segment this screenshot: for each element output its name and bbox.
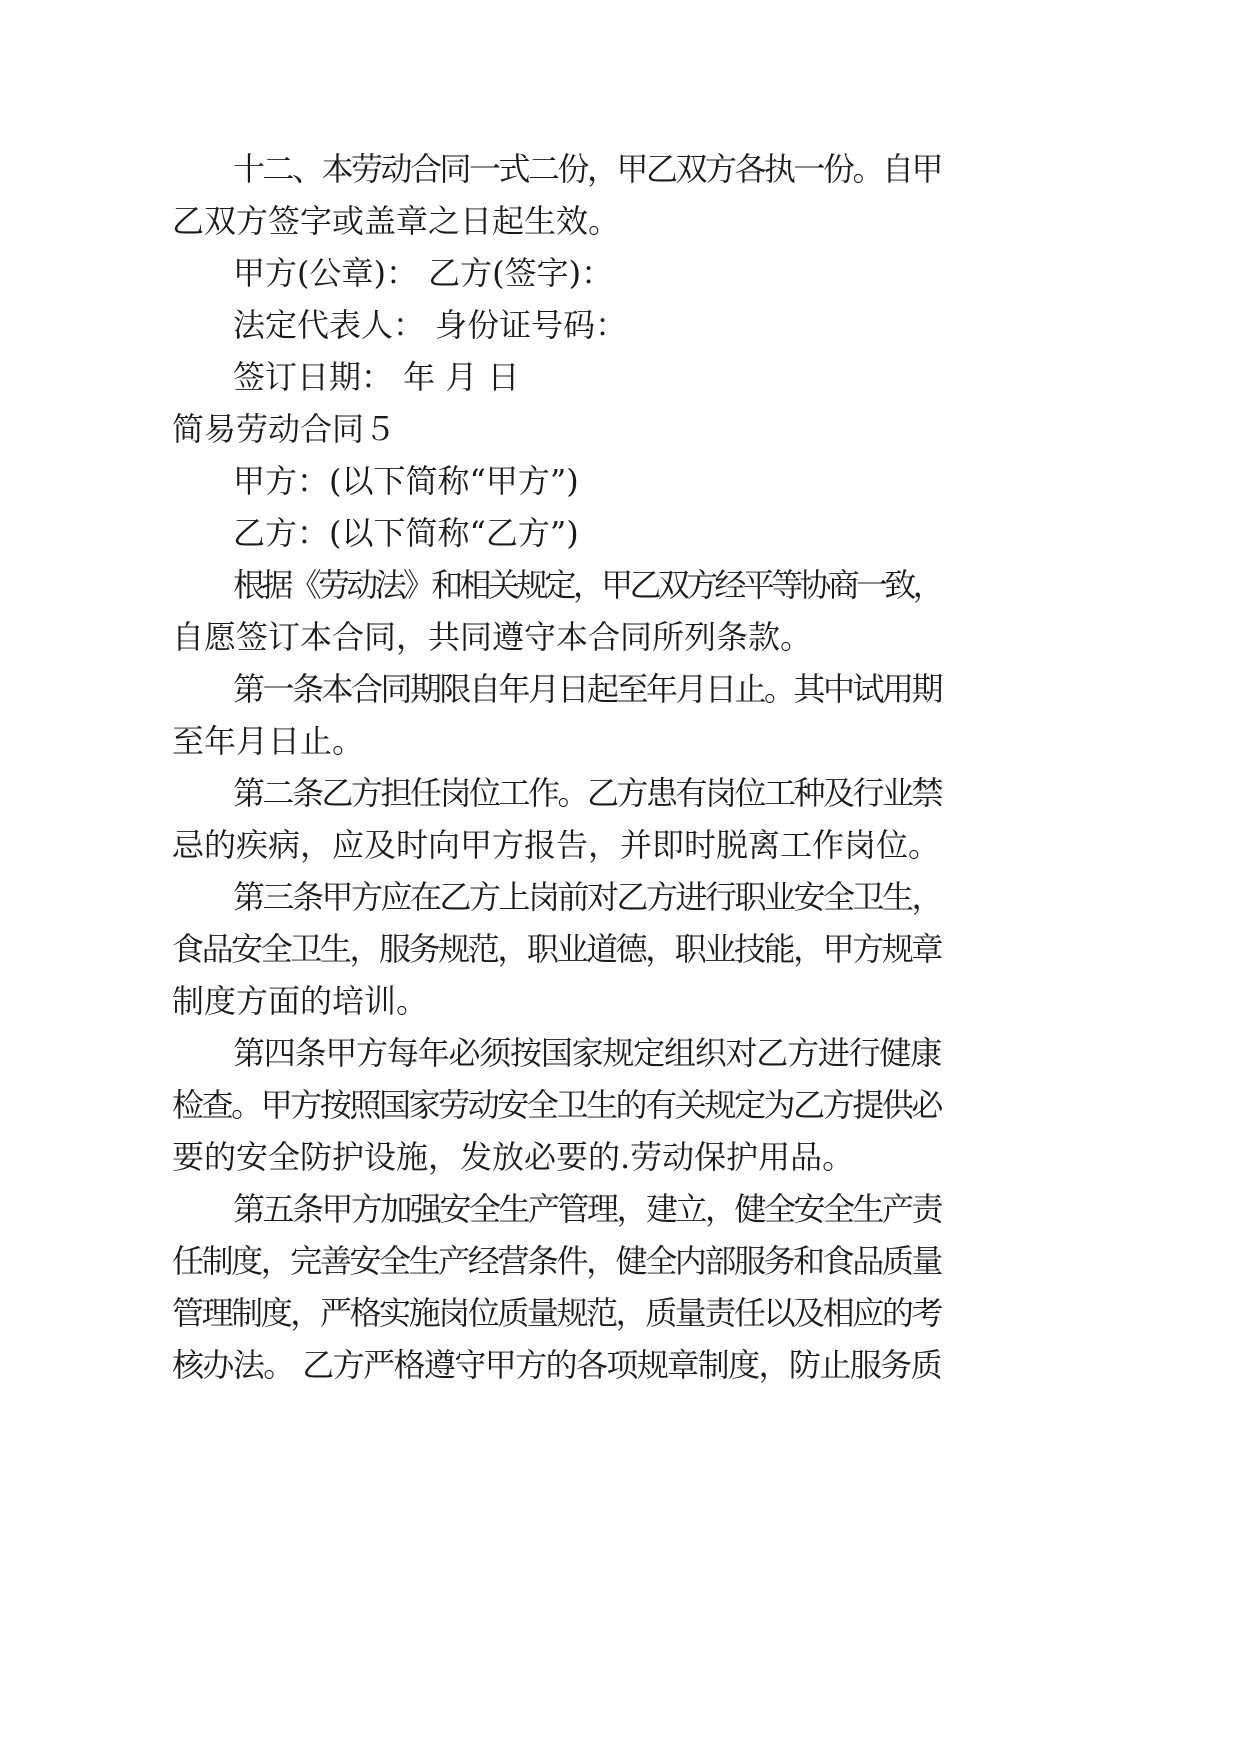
text-line: 任制度，完善安全生产经营条件，健全内部服务和食品质量 [172,1242,941,1280]
text-line: 第一条本合同期限自年月日起至年月日止。其中试用期 [233,670,941,708]
section-title: 简易劳动合同５ [172,410,397,448]
text-line: 管理制度，严格实施岗位质量规范，质量责任以及相应的考 [172,1294,941,1332]
text-line: 法定代表人： 身份证号码： [233,306,628,344]
text-line: 十二、本劳动合同一式二份，甲乙双方各执一份。自甲 [233,150,941,188]
text-line: 忌的疾病，应及时向甲方报告，并即时脱离工作岗位。 [172,826,941,864]
text-line: 核办法。 乙方严格遵守甲方的各项规章制度，防止服务质 [172,1346,941,1384]
text-line: 食品安全卫生，服务规范，职业道德，职业技能，甲方规章 [172,930,941,968]
text-line: 甲方：(以下简称“甲方”) [233,462,579,500]
text-line: 第二条乙方担任岗位工作。乙方患有岗位工种及行业禁 [233,774,941,812]
text-line: 自愿签订本合同，共同遵守本合同所列条款。 [172,618,813,656]
text-line: 乙方：(以下简称“乙方”) [233,514,579,552]
text-line: 签订日期： 年 月 日 [233,358,520,396]
text-line: 至年月日止。 [172,722,365,760]
text-line: 根据《劳动法》和相关规定，甲乙双方经平等协商一致， [233,566,941,604]
text-line: 制度方面的培训。 [172,982,429,1020]
text-line: 第五条甲方加强安全生产管理，建立，健全安全生产责 [233,1190,941,1228]
text-line: 检查。甲方按照国家劳动安全卫生的有关规定为乙方提供必 [172,1086,941,1124]
text-line: 要的安全防护设施，发放必要的.劳动保护用品。 [172,1138,855,1176]
text-line: 甲方(公章)： 乙方(签字)： [233,254,614,292]
text-line: 第三条甲方应在乙方上岗前对乙方进行职业安全卫生， [233,878,941,916]
text-line: 第四条甲方每年必须按国家规定组织对乙方进行健康 [233,1034,941,1072]
text-line: 乙双方签字或盖章之日起生效。 [172,202,621,240]
